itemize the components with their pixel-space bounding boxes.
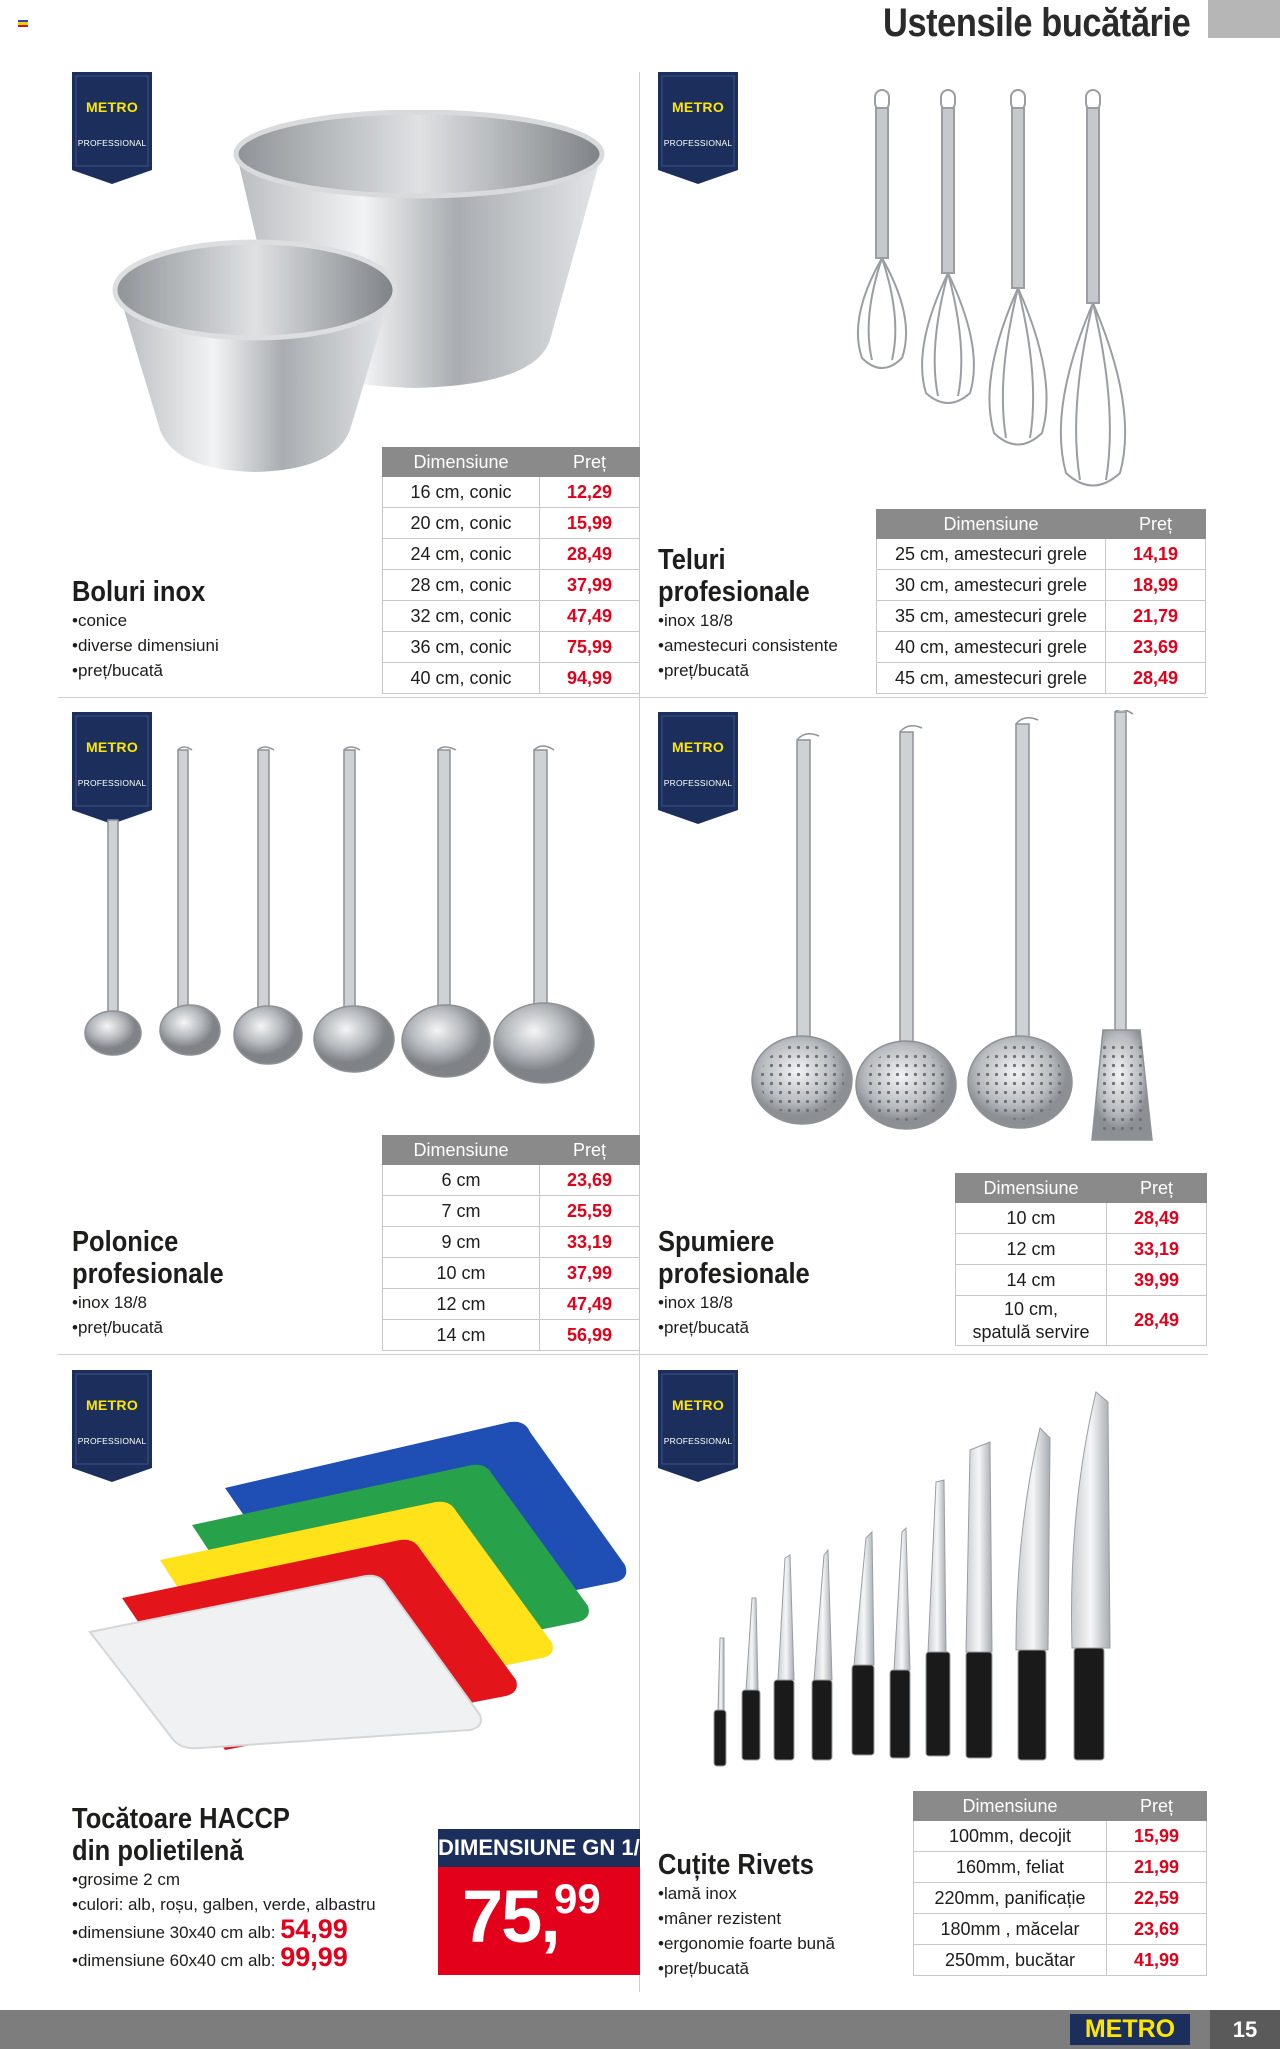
table-row: 10 cm 37,99 xyxy=(383,1258,640,1289)
gn-size-label: DIMENSIUNE GN 1/1 xyxy=(438,1829,640,1867)
gn-price-decimals: 99 xyxy=(554,1875,601,1922)
metro-professional-badge: METRO PROFESSIONAL xyxy=(72,712,152,824)
feature-item: • inox 18/8 xyxy=(658,1290,749,1315)
feature-item: • mâner rezistent xyxy=(658,1906,835,1931)
romanian-flag-icon xyxy=(18,20,28,27)
row-divider-1 xyxy=(58,697,1208,698)
knives-features xyxy=(658,1881,835,1981)
ladles-features xyxy=(72,1290,163,1340)
price-header: Preț xyxy=(540,448,640,477)
metro-professional-badge: METRO PROFESSIONAL xyxy=(658,72,738,184)
boards-features xyxy=(72,1867,376,1973)
table-row: 16 cm, conic 12,29 xyxy=(383,477,640,508)
table-row: 100mm, decojit 15,99 xyxy=(914,1821,1207,1852)
table-row: 6 cm 23,69 xyxy=(383,1165,640,1196)
page-footer xyxy=(0,2010,1280,2049)
feature-item: • diverse dimensiuni xyxy=(72,633,219,658)
knives-image xyxy=(700,1390,1140,1770)
skimmers-price-table xyxy=(955,1173,1207,1346)
price-header: Preț xyxy=(540,1136,640,1165)
metro-logo: METRO xyxy=(1070,2014,1190,2045)
feature-item: • preț/bucată xyxy=(72,658,219,683)
ladles-image xyxy=(78,745,638,1125)
metro-professional-badge: METRO PROFESSIONAL xyxy=(72,72,152,184)
table-row: 180mm , măcelar 23,69 xyxy=(914,1914,1207,1945)
price-header: Preț xyxy=(1106,510,1206,539)
skimmers-title: Spumiere profesionale xyxy=(658,1226,810,1290)
table-row: 36 cm, conic 75,99 xyxy=(383,632,640,663)
feature-item: • conice xyxy=(72,608,219,633)
table-row: 24 cm, conic 28,49 xyxy=(383,539,640,570)
price-header: Preț xyxy=(1107,1792,1207,1821)
bowls-price-table xyxy=(382,447,640,694)
boards-title: Tocătoare HACCP din polietilenă xyxy=(72,1803,290,1867)
table-row: 40 cm, amestecuri grele 23,69 xyxy=(877,632,1206,663)
dimension-header: Dimensiune xyxy=(383,1136,540,1165)
whisks-price-table xyxy=(876,509,1206,694)
table-row: 40 cm, conic 94,99 xyxy=(383,663,640,694)
table-row: 25 cm, amestecuri grele 14,19 xyxy=(877,539,1206,570)
dimension-header: Dimensiune xyxy=(383,448,540,477)
metro-professional-badge: METRO PROFESSIONAL xyxy=(658,1370,738,1482)
feature-item: • preț/bucată xyxy=(658,1315,749,1340)
table-row: 10 cm, spatulă servire 28,49 xyxy=(956,1296,1207,1346)
page-number: 15 xyxy=(1210,2010,1280,2049)
whisks-image xyxy=(840,88,1140,498)
gn-price-tag xyxy=(438,1867,640,1975)
row-divider-2 xyxy=(58,1354,1208,1355)
feature-item: • dimensiune 30x40 cm alb: 54,99 xyxy=(72,1917,376,1945)
table-row: 160mm, feliat 21,99 xyxy=(914,1852,1207,1883)
ladles-price-table xyxy=(382,1135,640,1351)
table-row: 9 cm 33,19 xyxy=(383,1227,640,1258)
table-row: 32 cm, conic 47,49 xyxy=(383,601,640,632)
knives-title: Cuțite Rivets xyxy=(658,1849,814,1881)
table-row: 250mm, bucătar 41,99 xyxy=(914,1945,1207,1976)
gn-price-integer: 75, xyxy=(462,1875,559,1958)
dimension-header: Dimensiune xyxy=(956,1174,1107,1203)
feature-item: • dimensiune 60x40 cm alb: 99,99 xyxy=(72,1945,376,1973)
table-row: 14 cm 56,99 xyxy=(383,1320,640,1351)
table-row: 30 cm, amestecuri grele 18,99 xyxy=(877,570,1206,601)
feature-item: • culori: alb, roșu, galben, verde, albastru xyxy=(72,1892,376,1917)
feature-item: • amestecuri consistente xyxy=(658,633,838,658)
feature-item: • grosime 2 cm xyxy=(72,1867,376,1892)
table-row: 20 cm, conic 15,99 xyxy=(383,508,640,539)
feature-item: • preț/bucată xyxy=(658,1956,835,1981)
table-row: 45 cm, amestecuri grele 28,49 xyxy=(877,663,1206,694)
size2-price: 99,99 xyxy=(280,1942,348,1972)
feature-item: • lamă inox xyxy=(658,1881,835,1906)
metro-professional-badge: METRO PROFESSIONAL xyxy=(72,1370,152,1482)
page-title: Ustensile bucătărie xyxy=(882,1,1190,45)
feature-item: • preț/bucată xyxy=(72,1315,163,1340)
price-header: Preț xyxy=(1107,1174,1207,1203)
ladles-title: Polonice profesionale xyxy=(72,1226,224,1290)
whisks-features xyxy=(658,608,838,683)
feature-item: • preț/bucată xyxy=(658,658,838,683)
table-row: 28 cm, conic 37,99 xyxy=(383,570,640,601)
table-row: 12 cm 33,19 xyxy=(956,1234,1207,1265)
feature-item: • inox 18/8 xyxy=(72,1290,163,1315)
dimension-header: Dimensiune xyxy=(877,510,1106,539)
table-row: 7 cm 25,59 xyxy=(383,1196,640,1227)
skimmers-features xyxy=(658,1290,749,1340)
feature-item: • ergonomie foarte bună xyxy=(658,1931,835,1956)
stainless-bowls-image xyxy=(110,110,610,480)
feature-item: • inox 18/8 xyxy=(658,608,838,633)
skimmers-image xyxy=(740,710,1160,1150)
table-row: 10 cm 28,49 xyxy=(956,1203,1207,1234)
table-row: 14 cm 39,99 xyxy=(956,1265,1207,1296)
bowls-features xyxy=(72,608,219,683)
bowls-title: Boluri inox xyxy=(72,576,206,608)
knives-price-table xyxy=(913,1791,1207,1976)
cutting-boards-image xyxy=(80,1410,640,1750)
title-accent-bar xyxy=(1208,0,1280,38)
table-row: 220mm, panificație 22,59 xyxy=(914,1883,1207,1914)
dimension-header: Dimensiune xyxy=(914,1792,1107,1821)
whisks-title: Teluri profesionale xyxy=(658,544,810,608)
size1-price: 54,99 xyxy=(280,1914,348,1944)
table-row: 35 cm, amestecuri grele 21,79 xyxy=(877,601,1206,632)
table-row: 12 cm 47,49 xyxy=(383,1289,640,1320)
metro-professional-badge: METRO PROFESSIONAL xyxy=(658,712,738,824)
